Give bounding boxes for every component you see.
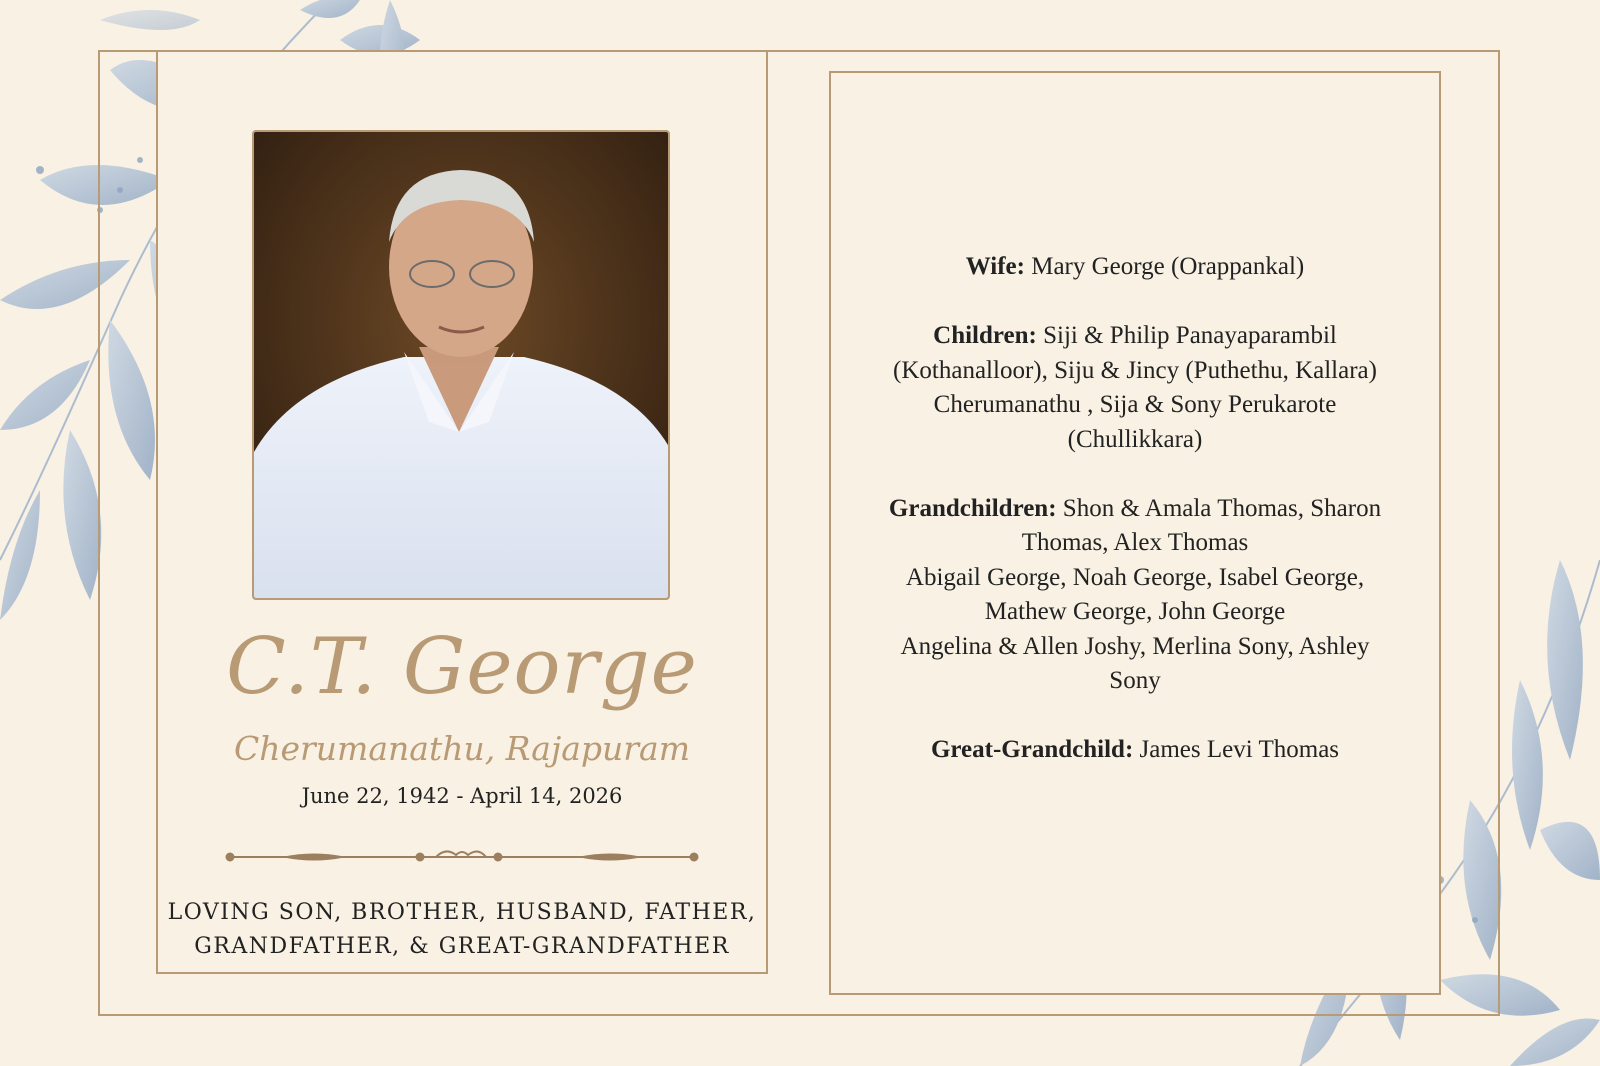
children-label: Children:: [933, 322, 1037, 349]
great-grandchild-entry: [850, 733, 1420, 768]
family-list: [850, 250, 1420, 802]
grandchildren-entry: [850, 492, 1420, 699]
great-grandchild-label: Great-Grandchild:: [930, 736, 1134, 763]
grandchildren-label: Grandchildren:: [888, 494, 1057, 522]
grandchildren-line: Shon & Amala Thomas, Sharon: [1062, 494, 1382, 522]
life-dates: June 22, 1942 - April 14, 2026: [301, 784, 623, 808]
tagline: [156, 896, 768, 964]
ornamental-divider-icon: [224, 845, 700, 869]
grandchildren-line: Angelina & Allen Joshy, Merlina Sony, Ashley: [900, 632, 1370, 660]
wife-line: Mary George (Orappankal): [1031, 253, 1305, 280]
grandchildren-line: Abigail George, Noah George, Isabel George,: [905, 563, 1365, 591]
children-entry: [850, 319, 1420, 457]
great-grandchild-line: James Levi Thomas: [1139, 736, 1340, 763]
hometown: Cherumanathu, Rajapuram: [233, 729, 690, 768]
tagline-line-1: LOVING SON, BROTHER, HUSBAND, FATHER,: [167, 900, 757, 925]
children-line: Siji & Philip Panayaparambil: [1043, 322, 1337, 349]
children-line: (Kothanalloor), Siju & Jincy (Puthethu, Kallara): [893, 356, 1377, 384]
wife-label: Wife:: [965, 253, 1025, 280]
children-line: (Chullikkara): [1067, 425, 1203, 453]
wife-entry: [850, 250, 1420, 285]
grandchildren-line: Mathew George, John George: [984, 598, 1286, 625]
grandchildren-line: Thomas, Alex Thomas: [1021, 529, 1249, 556]
tagline-line-2: GRANDFATHER, & GREAT-GRANDFATHER: [194, 934, 730, 959]
children-line: Cherumanathu , Sija & Sony Perukarote: [933, 391, 1337, 418]
deceased-name: C.T. George: [226, 622, 698, 712]
grandchildren-line: Sony: [1109, 667, 1161, 694]
portrait-photo: [252, 130, 670, 600]
